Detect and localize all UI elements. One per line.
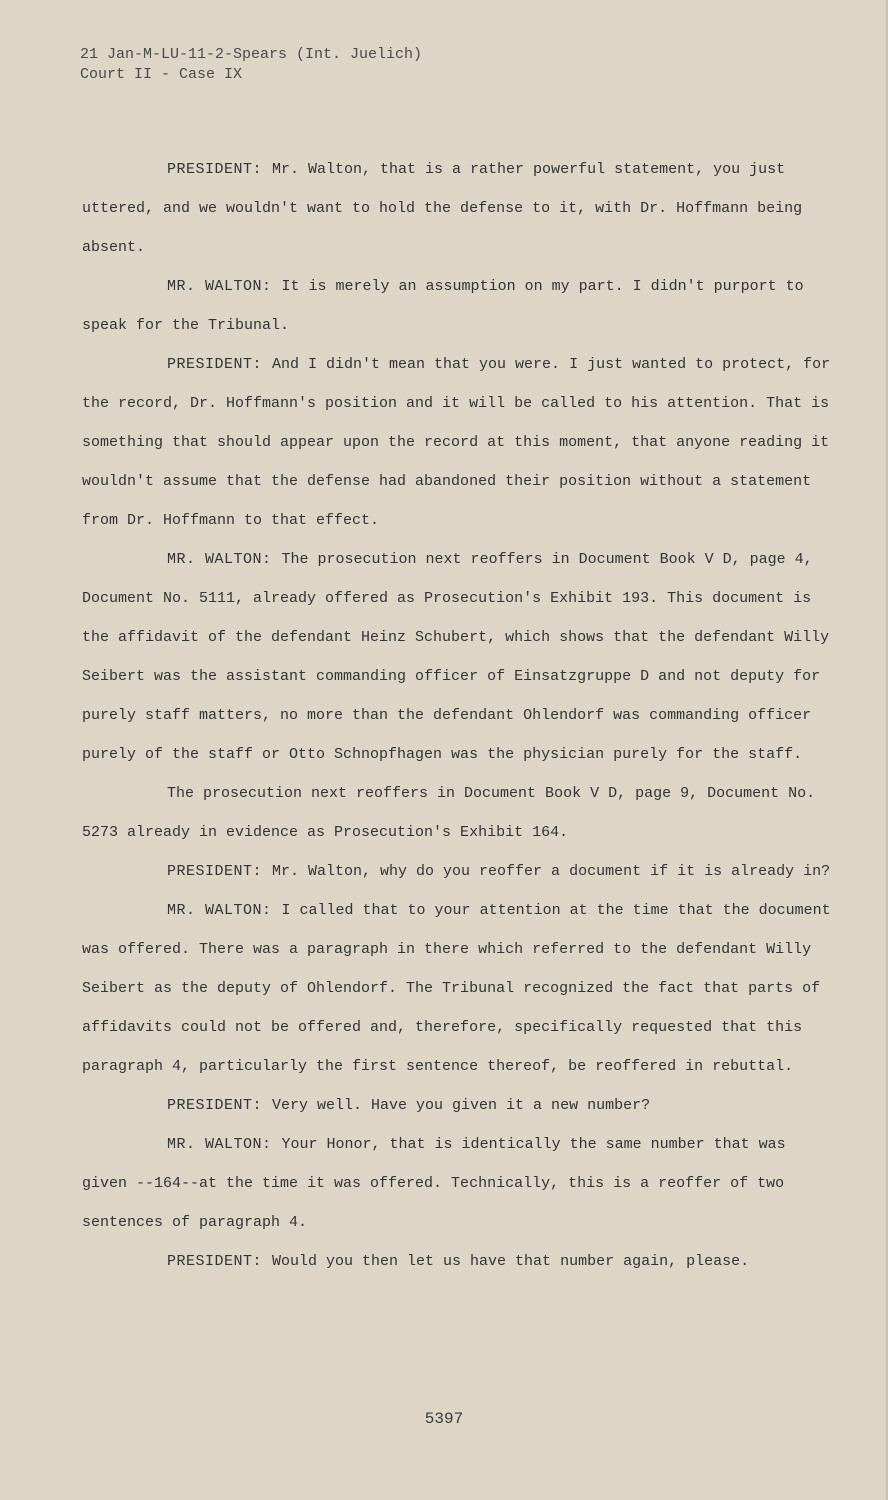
transcript-paragraph [82, 1242, 832, 1281]
speaker-label: MR. WALTON: [167, 551, 272, 568]
transcript-paragraph [82, 1125, 832, 1242]
header-line-1: 21 Jan-M-LU-11-2-Spears (Int. Juelich) [80, 46, 423, 63]
paragraph-text: And I didn't mean that you were. I just wanted to protect, for the record, Dr. Hoffmann's position and it will be called to his attention. That is something that should appear upon the record at this moment, that anyone reading it wouldn't assume that the defense had abandoned their position without a statement from Dr. Hoffmann to that effect. [82, 356, 831, 529]
paragraph-text: Your Honor, that is identically the same number that was given --164--at the time it was offered. Technically, this is a reoffer of two sentences of paragraph 4. [82, 1136, 786, 1231]
paragraph-text: It is merely an assumption on my part. I didn't purport to speak for the Tribunal. [82, 278, 804, 334]
transcript-paragraph [82, 852, 832, 891]
transcript-paragraph [82, 891, 832, 1086]
paragraph-text: Mr. Walton, why do you reoffer a document if it is already in? [272, 863, 831, 880]
transcript-body [82, 150, 832, 1281]
paragraph-text: Would you then let us have that number again, please. [272, 1253, 750, 1270]
paragraph-text: I called that to your attention at the time that the document was offered. There was a paragraph in there which referred to the defendant Willy Seibert as the deputy of Ohlendorf. The Tribunal recognized the fact that parts of affidavits could not be offered and, therefore, specifically requested that this paragraph 4, particularly the first sentence thereof, be reoffered in rebuttal. [82, 902, 831, 1075]
transcript-paragraph [82, 1086, 832, 1125]
transcript-paragraph [82, 150, 832, 267]
page-number: 5397 [424, 1410, 464, 1428]
document-header [80, 45, 422, 85]
header-line-2: Court II - Case IX [80, 66, 243, 83]
paragraph-text: Very well. Have you given it a new number? [272, 1097, 651, 1114]
speaker-label: MR. WALTON: [167, 902, 272, 919]
paragraph-text: Mr. Walton, that is a rather powerful statement, you just uttered, and we wouldn't want to hold the defense to it, with Dr. Hoffmann being absent. [82, 161, 803, 256]
speaker-label: PRESIDENT: [167, 1253, 263, 1270]
paragraph-text: The prosecution next reoffers in Document Book V D, page 9, Document No. 5273 already in evidence as Prosecution's Exhibit 164. [82, 785, 816, 841]
speaker-label: PRESIDENT: [167, 161, 263, 178]
speaker-label: PRESIDENT: [167, 1097, 263, 1114]
transcript-paragraph [82, 345, 832, 540]
speaker-label: PRESIDENT: [167, 863, 263, 880]
speaker-label: PRESIDENT: [167, 356, 263, 373]
speaker-label: MR. WALTON: [167, 278, 272, 295]
transcript-paragraph [82, 774, 832, 852]
speaker-label: MR. WALTON: [167, 1136, 272, 1153]
transcript-paragraph [82, 540, 832, 774]
paragraph-text: The prosecution next reoffers in Document Book V D, page 4, Document No. 5111, already offered as Prosecution's Exhibit 193. This document is the affidavit of the defendant Heinz Schubert, which shows that the defendant Willy Seibert was the assistant commanding officer of Einsatzgruppe D and not deputy for purely staff matters, no more than the defendant Ohlendorf was commanding officer purely of the staff or Otto Schnopfhagen was the physician purely for the staff. [82, 551, 830, 763]
transcript-paragraph [82, 267, 832, 345]
